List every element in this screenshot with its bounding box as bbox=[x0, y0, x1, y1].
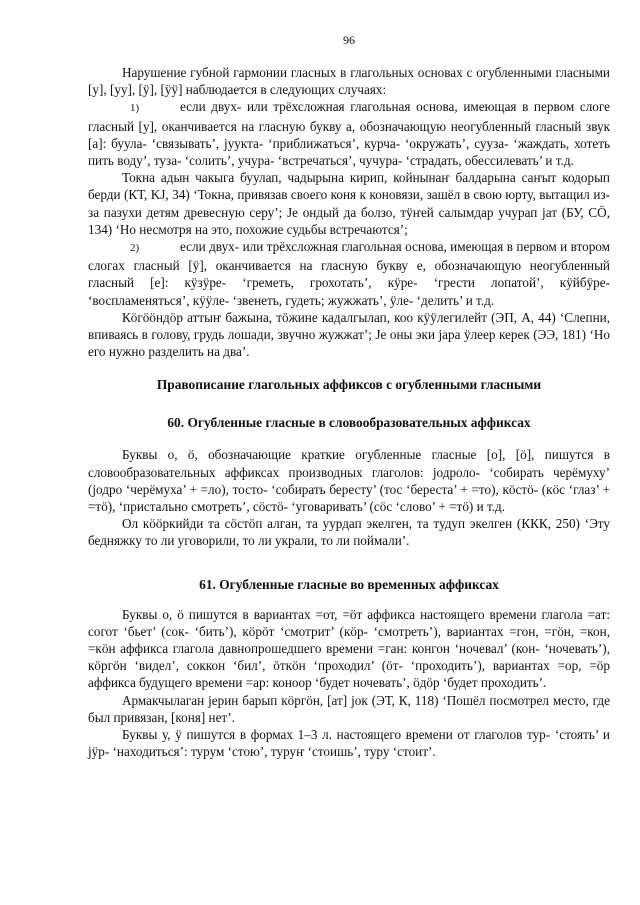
list-item-1-text: если двух- или трёхсложная глагольная основа, имеющая в первом слоге гласный [у], оканчивается на гласную букву а, обозначающую неогубленный гласный звук [а]: буула- ‘связывать’, јуукта- ‘приближаться’, курча- ‘окружать’, сууза- ‘жаждать, хотеть пить воду’, туза- ‘солить’, учура- ‘встречаться’, чучура- ‘страдать, обессилевать’ и т.д. bbox=[88, 99, 610, 169]
intro-paragraph: Нарушение губной гармонии гласных в глагольных основах с огубленными гласными [у], [уу], [ӱ], [ӱӱ] наблюдается в следующих случаях: bbox=[88, 65, 610, 98]
example-paragraph-60: Ол кӧӧркийди та сӧстӧп алган, та уурдап экелген, та тудуп экелген (ККК, 250) ‘Эту бедняжку то ли уговорили, то ли украли, то ли поймали’. bbox=[88, 516, 610, 549]
example-paragraph-1: Токна адын чакыга буулап, чадырына кирип, койнынаҥ балдарына саҥыт кодорып берди (КТ, KJ, 34) ‘Токна, привязав своего коня к коновязи, зашёл в свою юрту, вытащил из-за пазухи детям древесную серу’; Је ондый да болзо, тӱҥей салымдар учурап јат (БУ, СӦ, 134) ‘Но несмотря на это, похожие судьбы встречаются’; bbox=[88, 170, 610, 237]
paragraph-60: Буквы о, ӧ, обозначающие краткие огубленные гласные [о], [ӧ], пишутся в словообразовательных аффиксах производных глаголов: јодроло- ‘собирать черёмуху’ (јодро ‘черёмуха’ + =ло), тосто- ‘собирать бересту’ (тос ‘береста’ + =то), кӧстӧ- (кӧс ‘глаз’ + =тӧ), ‘пристально смотреть’, сӧстӧ- ‘уговаривать’ (сӧс ‘слово’ + =тӧ) и т.д. bbox=[88, 447, 610, 515]
example-paragraph-61: Армакчылаган јерин барып кӧргӧн, [ат] јок (ЭТ, К, 118) ‘Пошёл посмотрел место, где был привязан, [коня] нет’. bbox=[88, 692, 610, 725]
section-heading-main: Правописание глагольных аффиксов с огубленными гласными bbox=[156, 377, 542, 393]
paragraph-61b: Буквы у, ӱ пишутся в формах 1–3 л. настоящего времени от глаголов тур- ‘стоять’ и јӱр- ‘находиться’: турум ‘стою’, туруҥ ‘стоишь’, туру ‘стоит’. bbox=[88, 727, 610, 760]
example-paragraph-2: Кӧгӧӧндӧр аттыҥ бажына, тӧжине кадалгылап, коо кӱӱлегилейт (ЭП, А, 44) ‘Слепни, впиваясь в голову, грудь лошади, звучно жужжат’; Је оны эки јара ӱлеер керек (ЭЭ, 181) ‘Но его нужно разделить на два’. bbox=[88, 309, 610, 360]
list-number-2: 2) bbox=[130, 242, 140, 255]
list-item-2-text: если двух- или трёхсложная глагольная основа, имеющая в первом и втором слогах гласный [ӱ], оканчивается на гласную букву е, обозначающую неогубленный гласный [е]: кӱзӱре- ‘греметь, грохотать’, кӱре- ‘грести лопатой’, кӱйбӱре- ‘воспламеняться’, кӱӱле- ‘звенеть, гудеть; жужжать’, ӱле- ‘делить’ и т.д. bbox=[88, 239, 610, 308]
paragraph-61: Буквы о, ӧ пишутся в вариантах =от, =ӧт аффикса настоящего времени глагола =ат: согот ‘бьет’ (сок- ‘бить’), кӧрӧт ‘смотрит’ (кӧр- ‘смотреть’), вариантах =гон, =гӧн, =кон, =кӧн аффикса глагола давнопрошедшего времени =ган: конгон ‘ночевал’ (кон- ‘ночевать’), кӧргӧн ‘видел’, соккон ‘бил’, ӧткӧн ‘проходил’ (ӧт- ‘проходить’), вариантах =ор, =ӧр аффикса будущего времени =ар: коноор ‘будет ночевать’, ӧдӧр ‘будет проходить’. bbox=[88, 606, 610, 691]
section-heading-60: 60. Огубленные гласные в словообразовательных аффиксах bbox=[167, 415, 531, 431]
section-heading-61: 61. Огубленные гласные во временных аффиксах bbox=[199, 576, 499, 592]
list-item-2 bbox=[88, 238, 610, 309]
page-body bbox=[88, 64, 610, 761]
list-item-1 bbox=[88, 98, 610, 169]
list-number-1: 1) bbox=[130, 102, 140, 115]
page-number: 96 bbox=[343, 33, 355, 47]
